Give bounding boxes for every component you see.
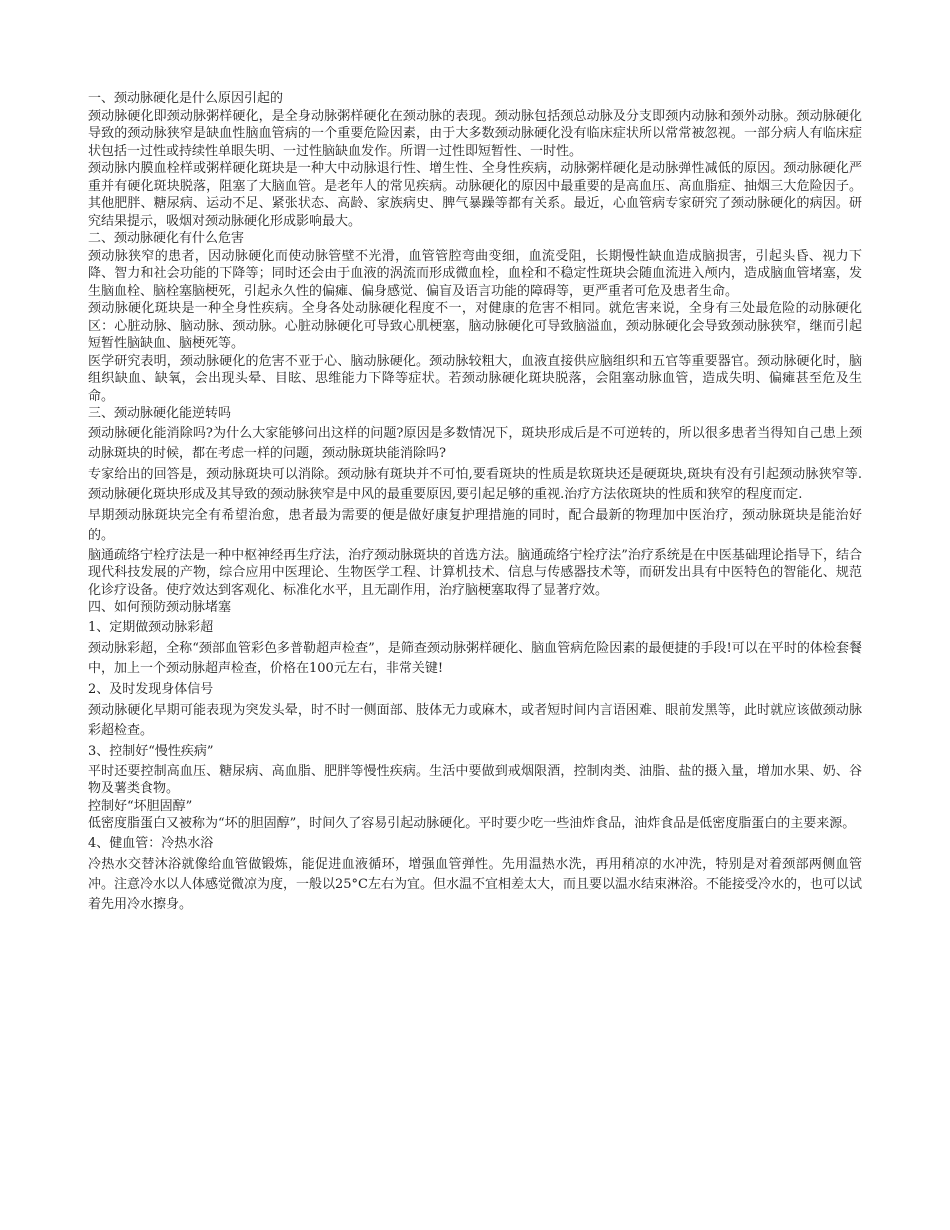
- tip-4-text: 冷热水交替沐浴就像给血管做锻炼，能促进血液循环，增强血管弹性。先用温热水洗，再用稍凉的水冲洗，特别是对着颈部两侧血管冲。注意冷水以人体感觉微凉为度，一般以25°C左右为宜。但水温不宜相差太大，而且要以温水结束淋浴。不能接受冷水的，也可以试着先用冷水擦身。: [88, 856, 862, 912]
- tip-3b-title: 控制好“坏胆固醇”: [88, 798, 193, 814]
- tip-4-title: 4、健血管：冷热水浴: [88, 835, 214, 851]
- section-2-paragraph-2: 颈动脉硬化斑块是一种全身性疾病。全身各处动脉硬化程度不一，对健康的危害不相同。就危害来说，全身有三处最危险的动脉硬化区：心脏动脉、脑动脉、颈动脉。心脏动脉硬化可导致心肌梗塞，脑动脉硬化可导致脑溢血，颈动脉硬化会导致颈动脉狭窄，继而引起短暂性脑缺血、脑梗死等。: [88, 301, 862, 351]
- tip-3-text: 平时还要控制高血压、糖尿病、高血脂、肥胖等慢性疾病。生活中要做到戒烟限酒，控制肉类、油脂、盐的摄入量，增加水果、奶、谷物及薯类食物。: [88, 763, 862, 796]
- tip-1-text: 颈动脉彩超，全称“颈部血管彩色多普勒超声检查”，是筛查颈动脉粥样硬化、脑血管病危险因素的最便捷的手段!可以在平时的体检套餐中，加上一个颈动脉超声检查，价格在100元左右，非常关键!: [88, 640, 862, 676]
- article-body: [88, 90, 862, 916]
- section-3-paragraph-3: 早期颈动脉斑块完全有希望治愈，患者最为需要的便是做好康复护理措施的同时，配合最新的物理加中医治疗，颈动脉斑块是能治好的。: [88, 507, 862, 543]
- section-4-title: 四、如何预防颈动脉堵塞: [88, 600, 232, 615]
- section-1-paragraph-1: 颈动脉硬化即颈动脉粥样硬化，是全身动脉粥样硬化在颈动脉的表现。颈动脉包括颈总动脉及分支即颈内动脉和颈外动脉。颈动脉硬化导致的颈动脉狭窄是缺血性脑血管病的一个重要危险因素，由于大多数颈动脉硬化没有临床症状所以常常被忽视。一部分病人有临床症状包括一过性或持续性单眼失明、一过性脑缺血发作。所谓一过性即短暂性、一时性。: [88, 108, 862, 159]
- section-1-paragraph-2: 颈动脉内膜血栓样或粥样硬化斑块是一种大中动脉退行性、增生性、全身性疾病，动脉粥样硬化是动脉弹性减低的原因。颈动脉硬化严重并有硬化斑块脱落，阻塞了大脑血管。是老年人的常见疾病。动脉硬化的原因中最重要的是高血压、高血脂症、抽烟三大危险因子。其他肥胖、糖尿病、运动不足、紧张状态、高龄、家族病史、脾气暴躁等都有关系。最近，心血管病专家研究了颈动脉硬化的病因。研究结果提示，吸烟对颈动脉硬化形成影响最大。: [88, 161, 862, 229]
- tip-2-text: 颈动脉硬化早期可能表现为突发头晕，时不时一侧面部、肢体无力或麻木，或者短时间内言语困难、眼前发黑等，此时就应该做颈动脉彩超检查。: [88, 702, 862, 738]
- section-3-paragraph-2: 专家给出的回答是，颈动脉斑块可以消除。颈动脉有斑块并不可怕,要看斑块的性质是软斑块还是硬斑块,斑块有没有引起颈动脉狭窄等.颈动脉硬化斑块形成及其导致的颈动脉狭窄是中风的最重要原因,要引起足够的重视.治疗方法依斑块的性质和狭窄的程度而定.: [88, 466, 862, 502]
- section-1-title: 一、颈动脉硬化是什么原因引起的: [88, 91, 284, 106]
- section-2-title: 二、颈动脉硬化有什么危害: [88, 231, 245, 246]
- section-3-paragraph-1: 颈动脉硬化能消除吗?为什么大家能够问出这样的问题?原因是多数情况下，斑块形成后是不可逆转的，所以很多患者当得知自己患上颈动脉斑块的时候，都在考虑一样的问题，颈动脉斑块能消除吗?: [88, 425, 862, 461]
- section-2-paragraph-3: 医学研究表明，颈动脉硬化的危害不亚于心、脑动脉硬化。颈动脉较粗大，血液直接供应脑组织和五官等重要器官。颈动脉硬化时，脑组织缺血、缺氧，会出现头晕、目眩、思维能力下降等症状。若颈动脉硬化斑块脱落，会阻塞动脉血管，造成失明、偏瘫甚至危及生命。: [88, 353, 862, 404]
- section-3-title: 三、颈动脉硬化能逆转吗: [88, 406, 232, 421]
- tip-3-title: 3、控制好“慢性疾病”: [88, 743, 214, 759]
- section-3-paragraph-4: 脑通疏络宁栓疗法是一种中枢神经再生疗法，治疗颈动脉斑块的首选方法。脑通疏络宁栓疗法”治疗系统是在中医基础理论指导下，结合现代科技发展的产物，综合应用中医理论、生物医学工程、计算机技术、信息与传感器技术等，而研发出具有中医特色的智能化、规范化诊疗设备。使疗效达到客观化、标准化水平，且无副作用，治疗脑梗塞取得了显著疗效。: [88, 547, 862, 598]
- section-2-paragraph-1: 颈动脉狭窄的患者，因动脉硬化而使动脉管壁不光滑，血管管腔弯曲变细，血流受阻，长期慢性缺血造成脑损害，引起头昏、视力下降、智力和社会功能的下降等；同时还会由于血液的涡流而形成微血栓，血栓和不稳定性斑块会随血流进入颅内，造成脑血管堵塞，发生脑血栓、脑栓塞脑梗死，引起永久性的偏瘫、偏身感觉、偏盲及语言功能的障碍等，更严重者可危及患者生命。: [88, 248, 862, 299]
- tip-2-title: 2、及时发现身体信号: [88, 681, 214, 697]
- tip-3b-text: 低密度脂蛋白又被称为“坏的胆固醇”，时间久了容易引起动脉硬化。平时要少吃一些油炸食品，油炸食品是低密度脂蛋白的主要来源。: [88, 816, 856, 831]
- tip-1-title: 1、定期做颈动脉彩超: [88, 619, 214, 635]
